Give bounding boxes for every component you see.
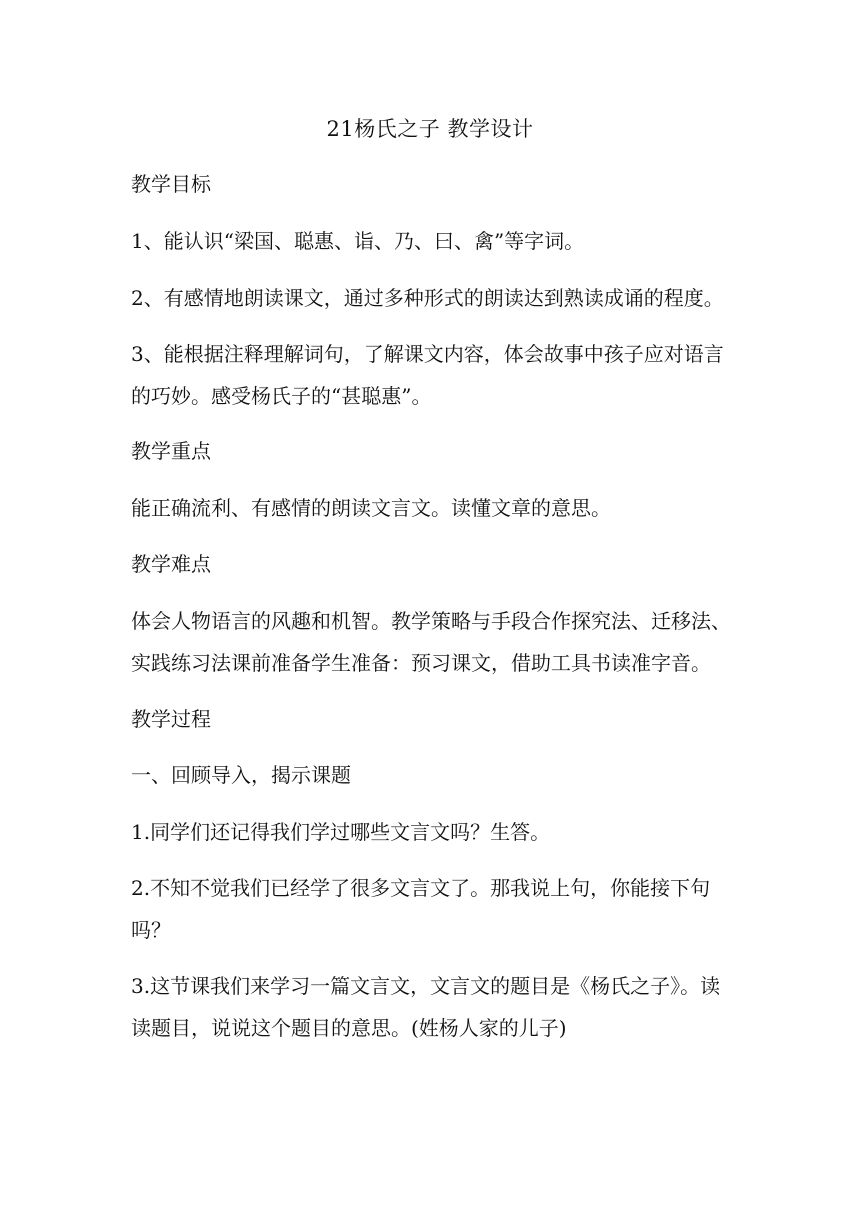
key-points-text: 能正确流利、有感情的朗读文言文。读懂文章的意思。 [131, 496, 611, 520]
section-one-heading: 一、回顾导入，揭示课题 [131, 763, 351, 787]
heading-difficulties: 教学难点 [131, 552, 211, 576]
objective-2: 2、有感情地朗读课文，通过多种形式的朗读达到熟读成诵的程度。 [131, 286, 724, 310]
difficulties-text-line-2: 实践练习法课前准备学生准备：预习课文，借助工具书读准字音。 [131, 651, 711, 675]
step-2-line-2: 吗？ [131, 918, 171, 942]
objective-3-line-2: 的巧妙。感受杨氏子的“甚聪惠”。 [131, 384, 432, 408]
objective-1: 1、能认识“梁国、聪惠、诣、乃、曰、禽”等字词。 [131, 229, 585, 253]
heading-teaching-objectives: 教学目标 [131, 172, 211, 196]
document-title: 21杨氏之子 教学设计 [326, 117, 534, 141]
step-1: 1.同学们还记得我们学过哪些文言文吗？生答。 [131, 820, 551, 844]
difficulties-text-line-1: 体会人物语言的风趣和机智。教学策略与手段合作探究法、迁移法、 [131, 609, 731, 633]
step-3-line-1: 3.这节课我们来学习一篇文言文，文言文的题目是《杨氏之子》。读 [131, 974, 721, 998]
step-3-line-2: 读题目，说说这个题目的意思。(姓杨人家的儿子) [131, 1016, 567, 1040]
heading-key-points: 教学重点 [131, 439, 211, 463]
heading-teaching-process: 教学过程 [131, 707, 211, 731]
step-2-line-1: 2.不知不觉我们已经学了很多文言文了。那我说上句，你能接下句 [131, 876, 711, 900]
objective-3-line-1: 3、能根据注释理解词句，了解课文内容，体会故事中孩子应对语言 [131, 342, 724, 366]
